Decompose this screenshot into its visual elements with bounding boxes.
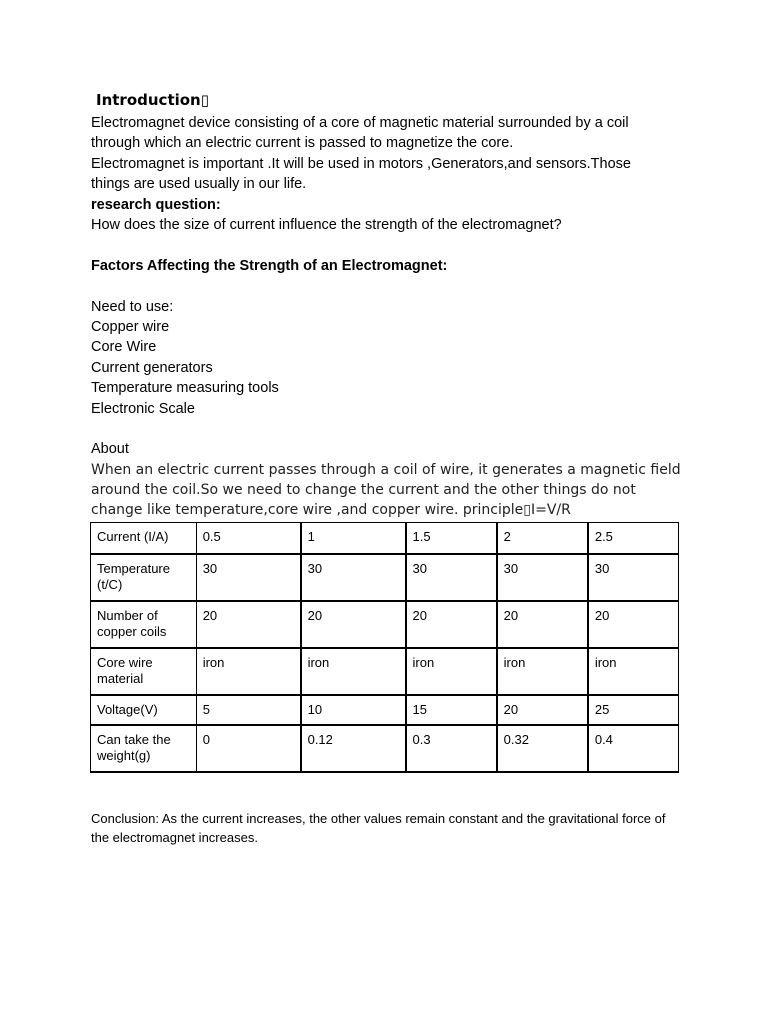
- table-row: [91, 601, 679, 648]
- table-cell: iron: [196, 648, 300, 695]
- table-row: [91, 554, 679, 601]
- introduction-heading: Introduction▯: [96, 91, 209, 109]
- table-cell: 2.5: [588, 523, 679, 555]
- material-item: Temperature measuring tools: [91, 380, 279, 397]
- table-cell: 20: [196, 601, 300, 648]
- table-cell: 0: [196, 725, 300, 772]
- table-cell: iron: [301, 648, 406, 695]
- table-row: [91, 523, 679, 555]
- table-cell: 0.4: [588, 725, 679, 772]
- material-item: Copper wire: [91, 319, 170, 336]
- row-header-cell: Number of copper coils: [91, 601, 197, 648]
- intro-line: Electromagnet device consisting of a core of magnetic material surrounded by a coil: [91, 115, 629, 131]
- material-item: Electronic Scale: [91, 400, 195, 417]
- intro-line: through which an electric current is passed to magnetize the core.: [91, 135, 514, 152]
- table-cell: 1.5: [406, 523, 497, 555]
- material-item: Current generators: [91, 359, 213, 376]
- spacer: [91, 419, 691, 439]
- about-paragraph: When an electric current passes through a coil of wire, it generates a magnetic field around the coil.So we need to change the current and the other things do not change like temperature,core wire ,and copper wire. principle▯I=V/R: [91, 462, 681, 518]
- table-row: [91, 725, 679, 772]
- table-cell: 20: [588, 601, 679, 648]
- table-cell: 1: [301, 523, 406, 555]
- document-body: [91, 113, 691, 460]
- table-cell: 20: [497, 695, 588, 725]
- spacer: [91, 235, 691, 255]
- row-header-cell: Temperature (t/C): [91, 554, 197, 601]
- research-question-text: How does the size of current influence the strength of the electromagnet?: [91, 217, 562, 234]
- table-cell: 0.32: [497, 725, 588, 772]
- table-cell: 15: [406, 695, 497, 725]
- intro-line: Electromagnet is important .It will be used in motors ,Generators,and sensors.Those: [91, 155, 631, 172]
- about-label: About: [91, 441, 129, 458]
- table-cell: 30: [588, 554, 679, 601]
- factors-heading: Factors Affecting the Strength of an Electromagnet:: [91, 257, 448, 274]
- table-cell: 2: [497, 523, 588, 555]
- table-cell: iron: [406, 648, 497, 695]
- table-cell: 10: [301, 695, 406, 725]
- table-row: [91, 695, 679, 725]
- table-cell: 20: [497, 601, 588, 648]
- table-cell: 25: [588, 695, 679, 725]
- intro-line: things are used usually in our life.: [91, 176, 307, 193]
- table-cell: 0.5: [196, 523, 300, 555]
- table-row: [91, 648, 679, 695]
- spacer: [91, 276, 691, 296]
- table-cell: 0.3: [406, 725, 497, 772]
- table-cell: iron: [588, 648, 679, 695]
- row-header-cell: Current (I/A): [91, 523, 197, 555]
- table-cell: 30: [406, 554, 497, 601]
- conclusion-paragraph: Conclusion: As the current increases, the other values remain constant and the gravitational force of the electromagnet increases.: [91, 811, 666, 845]
- table-cell: 30: [301, 554, 406, 601]
- material-item: Core Wire: [91, 339, 157, 356]
- table-cell: 20: [406, 601, 497, 648]
- table-cell: iron: [497, 648, 588, 695]
- table-cell: 30: [497, 554, 588, 601]
- row-header-cell: Voltage(V): [91, 695, 197, 725]
- experiment-data-table: [90, 522, 679, 773]
- materials-label: Need to use:: [91, 298, 174, 315]
- table-cell: 30: [196, 554, 300, 601]
- row-header-cell: Core wire material: [91, 648, 197, 695]
- research-question-label: research question:: [91, 196, 221, 213]
- table-cell: 5: [196, 695, 300, 725]
- row-header-cell: Can take the weight(g): [91, 725, 197, 772]
- table-cell: 0.12: [301, 725, 406, 772]
- table-cell: 20: [301, 601, 406, 648]
